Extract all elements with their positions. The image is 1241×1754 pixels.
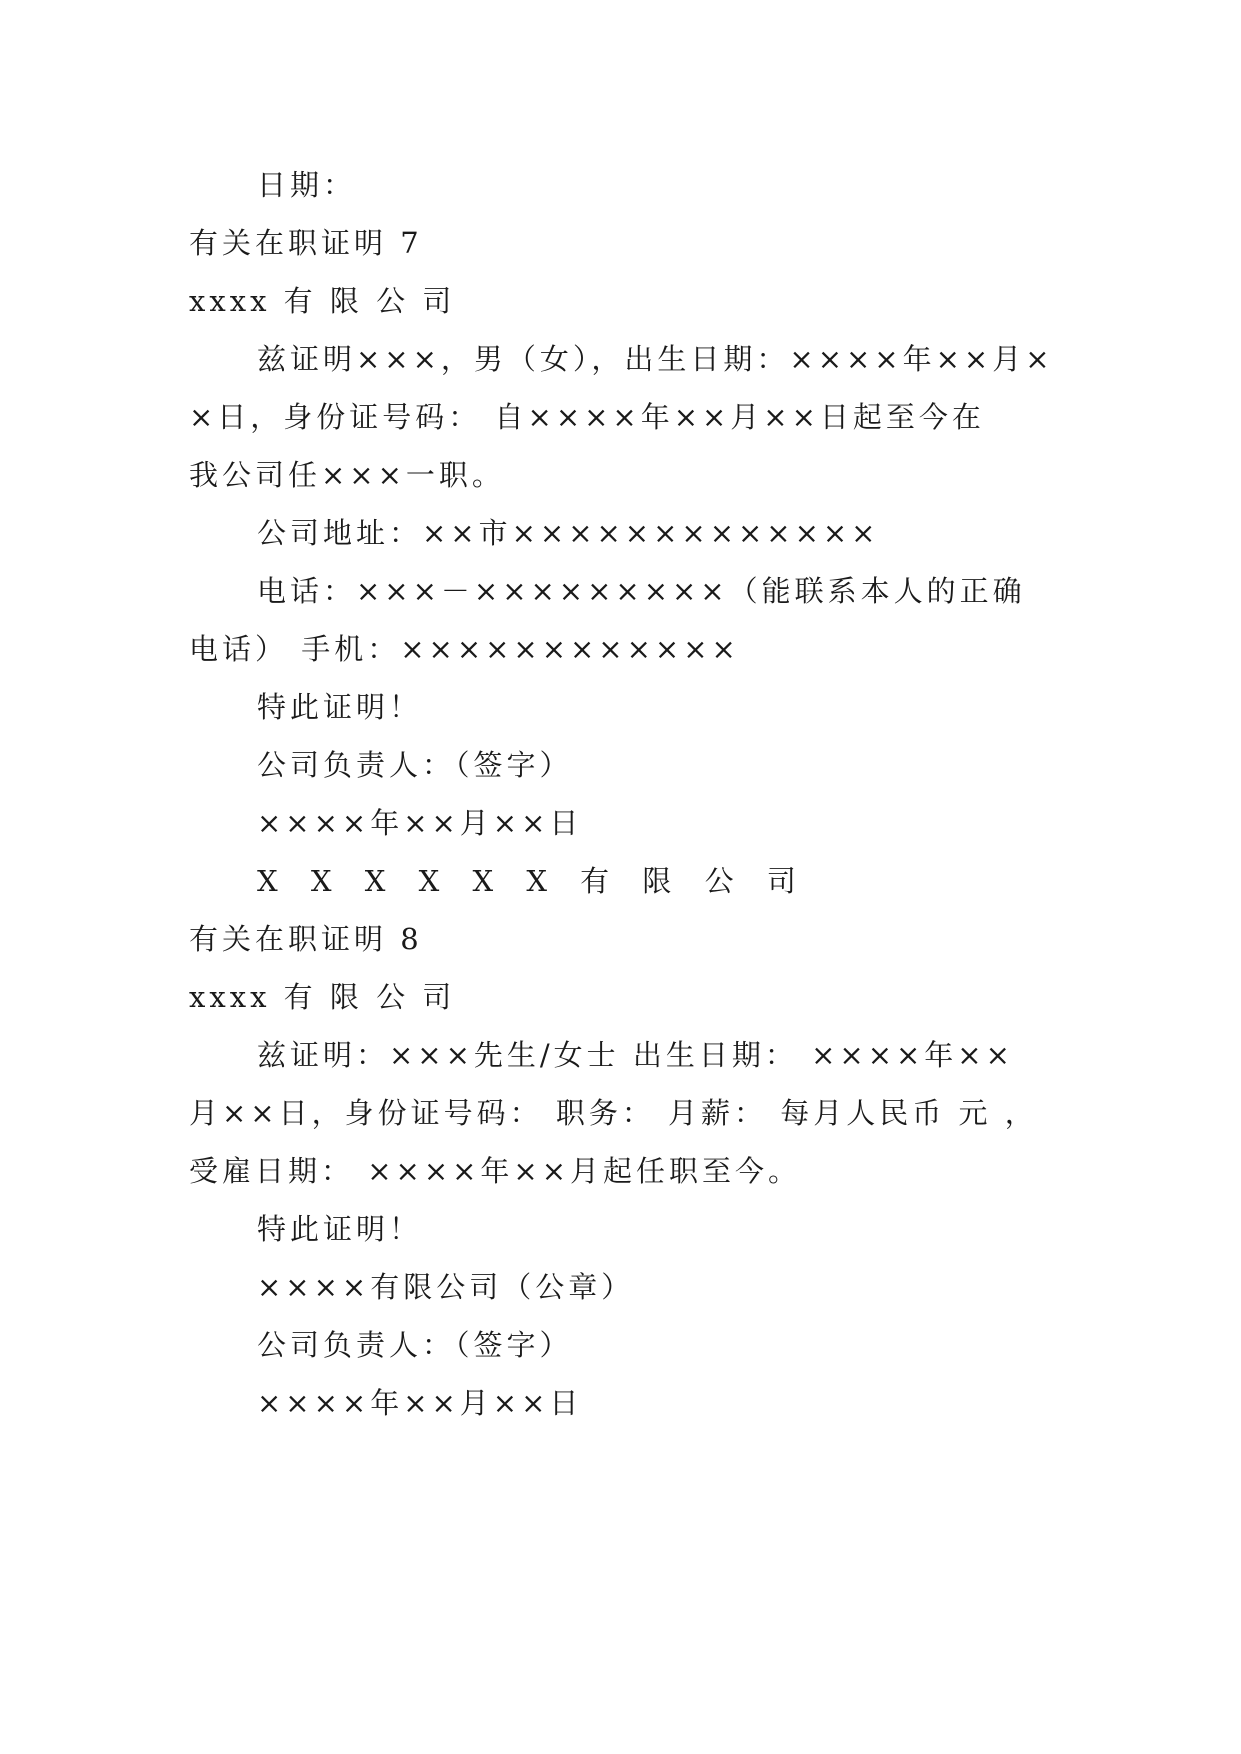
certification-line: 特此证明！ (257, 690, 423, 724)
mobile-line: 电话） 手机：×××××××××××× (189, 632, 740, 666)
section-heading-7: 有关在职证明 7 (189, 226, 423, 260)
company-name-line: X X X X X X 有 限 公 司 (257, 864, 808, 898)
body-text-line: 受雇日期： ××××年××月起任职至今。 (189, 1154, 802, 1188)
phone-line: 电话：×××－×××××××××（能联系本人的正确 (257, 574, 1026, 608)
company-name-line: xxxx 有 限 公 司 (189, 980, 456, 1014)
signatory-line: 公司负责人：（签字） (257, 1328, 573, 1362)
signatory-line: 公司负责人：（签字） (257, 748, 573, 782)
body-text-line: 兹证明×××，男（女），出生日期：××××年××月× (257, 342, 1054, 376)
signature-date-line: ××××年××月××日 (257, 1386, 583, 1420)
company-seal-line: ××××有限公司（公章） (257, 1270, 635, 1304)
certification-line: 特此证明！ (257, 1212, 423, 1246)
body-text-line: 兹证明：×××先生/女士 出生日期： ××××年×× (257, 1038, 1014, 1072)
company-name-line: xxxx 有 限 公 司 (189, 284, 456, 318)
company-address-line: 公司地址：××市××××××××××××× (257, 516, 880, 550)
body-text-line: 月××日，身份证号码： 职务： 月薪： 每月人民币 元 ， (189, 1096, 1038, 1130)
signature-date-line: ××××年××月××日 (257, 806, 583, 840)
date-label: 日期： (257, 168, 357, 202)
section-heading-8: 有关在职证明 8 (189, 922, 423, 956)
body-text-line: 我公司任×××一职。 (189, 458, 505, 492)
body-text-line: ×日，身份证号码： 自××××年××月××日起至今在 (189, 400, 985, 434)
